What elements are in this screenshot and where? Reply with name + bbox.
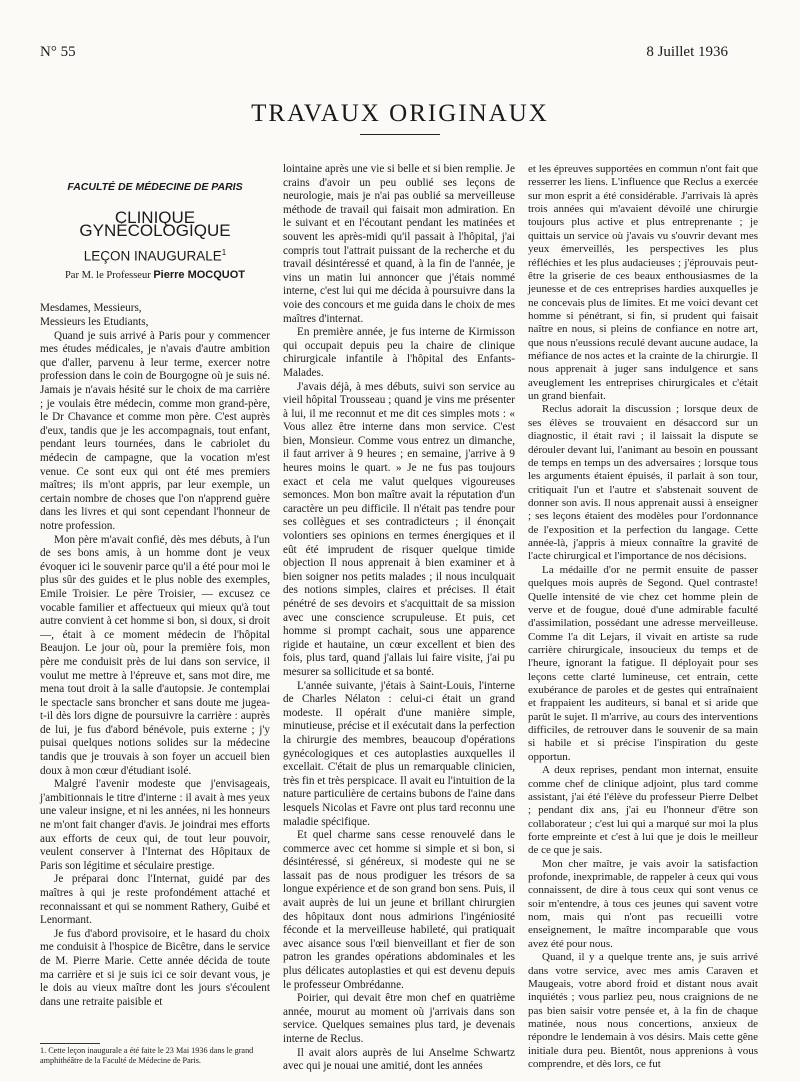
column-2 (283, 163, 515, 1074)
paragraph: Mon père m'avait confié, dès mes débuts, à l'un de ses bons amis, à un homme dont je veux évoquer ici le souvenir parce qu'il a été pour moi le plus sûr des guides et le plus noble des exemples, Emile Troisier. Le père Troisier, — excusez ce vocable familier et affectueux qui mieux qu'à tout autre convient à cet homme si bon, si doux, si droit —, était à ce moment médecin de l'hôpital Beaujon. Le jour où, pour la première fois, mon père me conduisit près de lui dans son service, il voulut me mettre à l'épreuve et, sans mot dire, me mena tout droit à la salle d'autopsie. Je contemplai le spectacle sans broncher et sans doute me jugea-t-il dès lors digne de poursuivre la carrière : auprès de lui, je fus d'abord bénévole, puis externe ; j'y puisai quelques notions solides sur la médecine tandis que je trouvais à son foyer un accueil bien doux à mon cœur d'étudiant isolé. (40, 533, 270, 777)
author-prefix: Par M. le Professeur (64, 269, 151, 281)
greeting-line: Messieurs les Etudiants, (40, 316, 149, 329)
author-name: Pierre MOCQUOT (153, 268, 246, 281)
paragraph: et les épreuves supportées en commun n'ont fait que resserrer les liens. L'influence que Reclus a exercée sur mon esprit a été considérable. J'arrivais là après trois années qui m'avaient dévoilé une chirurgie toujours plus active et plus entreprenante ; je quittais un service où j'avais vu s'ouvrir devant mes yeux émerveillés, les perspectives les plus réfléchies et les plus audacieuses ; j'éprouvais peut-être la griserie de ces beaux enthousiasmes de la jeunesse et de ces entreprises hardies auxquelles je ne concevais plus de limites. Et me voici devant cet homme si pénétrant, si fin, si prudent qui faisait naître en nous, si pleins de confiance en notre art, que nous n'eussions reculé devant aucune audace, la méfiance de nos actes et la crainte de la chirurgie. Il nous apprenait à juger sans indulgence et sans aveuglement les entreprises chirurgicales et c'était un grand bienfait. (528, 163, 758, 403)
paragraph: Quand, il y a quelque trente ans, je suis arrivé dans votre service, avec mes amis Caraven et Maugeais, votre abord froid et distant nous avait inquiétés ; vous parliez peu, nous craignions de ne pas bien saisir votre pensée et, à la fin de chaque matinée, nous nous concertions, anxieux de répondre le lendemain à vos désirs. Mais cette gêne initiale dura peu. Bientôt, nous apprenions à vous comprendre, et dès lors, ce fut (528, 951, 758, 1071)
paragraph: Je fus d'abord provisoire, et le hasard du choix me conduisit à l'hospice de Bicêtre, dans le service de M. Pierre Marie. Cette année décida de toute ma carrière et si je suis ici ce soir devant vous, je le dois au vieux maître dont les jours s'écoulent dans une retraite paisible et (40, 927, 270, 1008)
author-line (40, 269, 270, 283)
issue-number: N° 55 (40, 44, 76, 60)
footnote-marker: 1 (221, 247, 227, 257)
paragraph: En première année, je fus interne de Kirmisson qui occupait depuis peu la chaire de clinique chirurgicale infantile à l'hôpital des Enfants-Malades. (283, 326, 515, 379)
paragraph: Quand je suis arrivé à Paris pour y commencer mes études médicales, je n'avais d'autre ambition que d'aller, parvenu à leur terme, exercer notre profession dans le coin de Bourgogne où je suis né. Jamais je n'avais hésité sur le choix de ma carrière ; je voulais être médecin, comme mon grand-père, le Dr Chavance et comme mon père. C'est auprès d'eux, tandis que je les accompagnais, tout enfant, pendant leurs tournées, dans le cabriolet du médecin de campagne, que la vocation m'est venue. Ce sont eux qui ont été mes premiers maîtres; ils m'ont appris, par leur exemple, un certain nombre de choses que l'on n'apprend guère dans les livres et qui sont cependant l'honneur de notre profession. (40, 329, 270, 532)
greeting-line: Mesdames, Messieurs, (40, 302, 142, 315)
clinic-title: CLINIQUE GYNÉCOLOGIQUE (79, 207, 231, 241)
paragraph: J'avais déjà, à mes débuts, suivi son service au vieil hôpital Trousseau ; quand je vins me présenter à lui, il me reconnut et me dit ces simples mots : « Vous allez être interne dans mon service. C'est bien, Monsieur. Comme vous entrez un dimanche, il faut arriver à 9 heures ; en semaine, j'arrive à 9 heures moins le quart. » Je ne fus pas toujours exact et cela me valut quelques vigoureuses semonces. Mon bon maître avait la réputation d'un caractère un peu difficile. Il n'était pas tendre pour ses collègues et ses contradicteurs ; il énonçait volontiers ses opinions en termes énergiques et il eût été imprudent de risquer quelque timide objection Il nous apprenait à bien examiner et à bien soigner nos petits malades ; il nous inculquait des notions simples, claires et précises. Il était pénétré de ses devoirs et s'acquittait de sa mission avec une conscience scrupuleuse. Et puis, cet homme si prompt cachait, sous une apparence rigide et hautaine, un cœur excellent et bien des fois, plus tard, quand j'allais lui faire visite, j'ai pu mesurer sa sollicitude et sa bonté. (283, 380, 515, 678)
title-rule (360, 134, 440, 135)
footnote-rule (40, 1043, 100, 1044)
paragraph: lointaine après une vie si belle et si bien remplie. Je crains d'avoir un peu oublié ses leçons de neurologie, mais je n'ai pas oublié sa merveilleuse méthode de travail qui faisait mon admiration. En le suivant et en l'écoutant pendant les matinées et souvent les après-midi qu'il passait à l'hôpital, j'ai compris tout l'attrait puissant de la recherche et du travail désintéressé et quand, à la fin de l'année, je vins un matin lui annoncer que j'étais nommé interne, c'est lui qui me décida à poursuivre dans la voie des concours et me guida dans le choix de mes maîtres d'internat. (283, 163, 515, 325)
section-title: TRAVAUX ORIGINAUX (251, 100, 549, 127)
column-1 (40, 163, 270, 1009)
paragraph: Reclus adorait la discussion ; lorsque deux de ses élèves se trouvaient en désaccord sur un diagnostic, il était ravi ; il laissait la dispute se dérouler devant lui, l'animant au besoin en poussant de temps en temps un des adversaires ; lorsque tous les arguments étaient épuisés, il parlait à son tour, critiquait l'un et l'autre et s'abstenait souvent de donner son avis. Il nous apprenait aussi à enseigner ; ses leçons étaient des modèles pour l'ordonnance de l'exposition et la perfection du langage. Cette année-là, j'appris à mieux connaître la gravité de l'acte chirurgical et l'importance de nos décisions. (528, 403, 758, 563)
paragraph: Malgré l'avenir modeste que j'envisageais, j'ambitionnais le titre d'interne : il avait à mes yeux une valeur insigne, et ni les années, ni les honneurs ne m'ont fait changer d'avis. Je joindrai mes efforts aux efforts de ceux qui, de tout leur pouvoir, veulent conserver à l'Internat des Hôpitaux de Paris son légitime et séculaire prestige. (40, 778, 270, 872)
lecture-heading (40, 246, 270, 263)
paragraph: Il avait alors auprès de lui Anselme Schwartz avec qui je nouai une amitié, dont les années (283, 1046, 515, 1073)
lecture-label: LEÇON INAUGURALE (83, 248, 222, 264)
paragraph: Et quel charme sans cesse renouvelé dans le commerce avec cet homme si simple et si bon, si désintéressé, si généreux, si modeste qui ne se lassait pas de nous prodiguer les trésors de sa longue expérience et de son grand bon sens. Puis, il avait auprès de lui un jeune et brillant chirurgien des hôpitaux dont nous admirions l'ingéniosité féconde et la merveilleuse habileté, qui pratiquait avec aisance sous l'œil bienveillant et fier de son patron les grandes opérations abdominales et les plus délicates autoplasties et qui est devenu depuis le professeur Ombrédanne. (283, 829, 515, 991)
paragraph: Poirier, qui devait être mon chef en quatrième année, mourut au moment où j'arrivais dans son service. Quelques semaines plus tard, je devenais interne de Reclus. (283, 992, 515, 1045)
column-3 (528, 163, 758, 1071)
faculty-heading: FACULTÉ DE MÉDECINE DE PARIS (67, 181, 243, 193)
issue-date: 8 Juillet 1936 (646, 44, 728, 60)
paragraph: La médaille d'or ne permit ensuite de passer quelques mois auprès de Segond. Quel contraste! Quelle intensité de vie chez cet homme plein de verve et de fougue, doué d'une admirable faculté d'assimilation, possédant une adresse merveilleuse. Comme l'a dit Lejars, il vivait en artiste sa rude carrière chirurgicale, insoucieux du temps et de l'heure, ignorant la fatigue. Il déployait pour ses leçons cette clarté lumineuse, cet entrain, cette exubérance de paroles et de gestes qui entraînaient et frappaient les auditeurs, si banal et si aride que parût le sujet. Il m'arrive, au cours des interventions difficiles, de retrouver dans le souvenir de sa main si habile et si précise l'inspiration du geste opportun. (528, 563, 758, 763)
paragraph: Je préparai donc l'Internat, guidé par des maîtres à qui je reste profondément attaché et reconnaissant et qui se nomment Rathery, Guibé et Lenormant. (40, 873, 270, 927)
paragraph: L'année suivante, j'étais à Saint-Louis, l'interne de Charles Nélaton : celui-ci était un grand modeste. Il opérait d'une manière simple, minutieuse, précise et il exécutait dans la perfection la chirurgie des membres, beaucoup d'opérations gynécologiques et ces autoplasties auxquelles il excellait. C'était de plus un remarquable clinicien, très fin et très perspicace. Il avait eu l'intuition de la nature particulière de certains bubons de l'aine dans lesquels Nicolas et Favre ont plus tard reconnu une maladie spécifique. (283, 679, 515, 828)
paragraph: A deux reprises, pendant mon internat, ensuite comme chef de clinique adjoint, plus tard comme assistant, j'ai été l'élève du professeur Pierre Delbet ; pendant dix ans, j'ai eu l'honneur d'être son collaborateur ; c'est lui qui a marqué sur moi la plus forte empreinte et c'est à lui que je dois le meilleur de ce que je sais. (528, 764, 758, 857)
greeting (40, 302, 270, 329)
footnote: 1. Cette leçon inaugurale a été faite le 23 Mai 1936 dans le grand amphithéâtre de la Faculté de Médecine de Paris. (40, 1046, 254, 1065)
paragraph: Mon cher maître, je vais avoir la satisfaction profonde, inexprimable, de rappeler à ceux qui vous connaissent, de dire à tous ceux qui sont venus ce soir m'entendre, à tous ces jeunes qui savent votre nom, mais qui n'ont pas recueilli votre enseignement, le maître incomparable que vous avez été pour nous. (528, 857, 758, 950)
